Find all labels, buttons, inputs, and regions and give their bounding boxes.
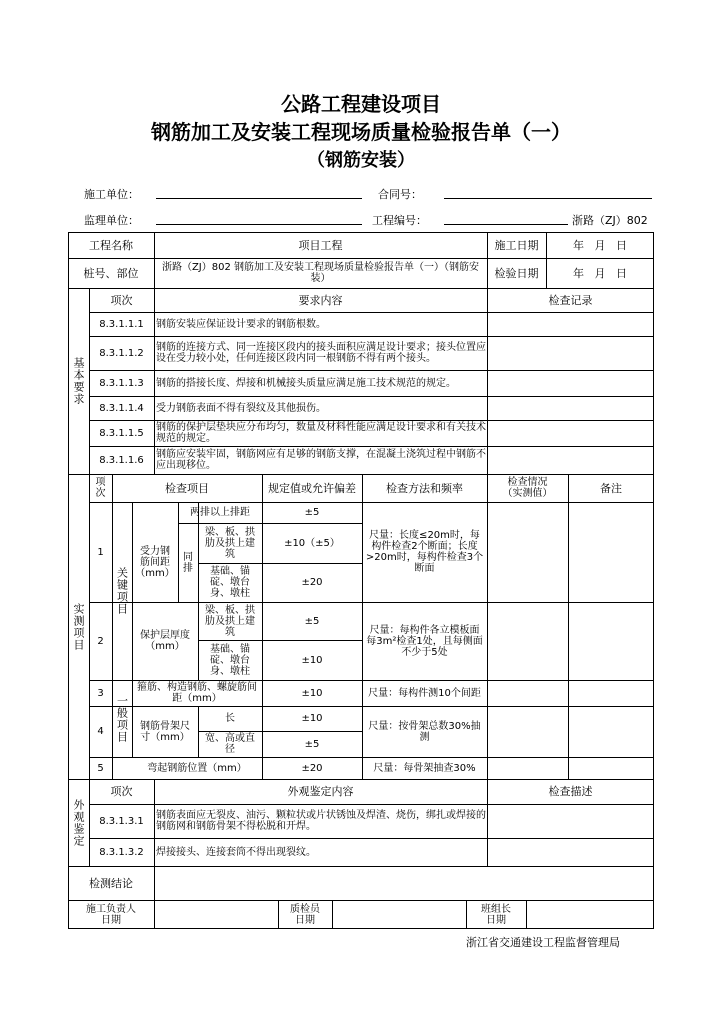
basic-item-code: 8.3.1.1.4 (99, 402, 144, 414)
quality-inspector-title: 质检员 (290, 903, 320, 915)
quality-inspector-date: 日期 (295, 914, 315, 926)
beam-slab-label: 梁、板、拱肋及拱上建筑 (205, 604, 255, 638)
length-label: 长 (225, 713, 235, 724)
key-items-label: 关键项目 (115, 567, 129, 615)
supervisor-field[interactable] (156, 224, 362, 225)
issuing-authority: 浙江省交通建设工程监督管理局 (466, 936, 620, 949)
basic-item-text: 受力钢筋表面不得有裂纹及其他损伤。 (156, 402, 326, 414)
project-no-field[interactable] (444, 224, 568, 225)
team-leader-label (466, 900, 526, 929)
team-leader-date: 日期 (486, 914, 506, 926)
quality-inspector-label (278, 900, 332, 929)
contract-no-label: 合同号： (378, 188, 422, 201)
basic-item-code: 8.3.1.1.2 (99, 347, 144, 359)
basic-item-text: 钢筋的搭接长度、焊接和机械接头质量应满足施工技术规范的规定。 (156, 377, 456, 389)
inspection-date-label: 检验日期 (494, 266, 539, 280)
row-spacing-label: 两排以上排距 (190, 507, 250, 518)
cover-thickness-item: 保护层厚度（mm） (140, 630, 190, 652)
construction-lead-label (68, 900, 154, 929)
tolerance-value: ±10 (301, 654, 323, 666)
basic-item-text: 钢筋应安装牢固，钢筋网应有足够的钢筋支撑，在混凝土浇筑过程中钢筋不应出现移位。 (156, 449, 486, 471)
measured-items-label: 实测项目 (72, 602, 85, 651)
beam-slab-label: 梁、板、拱肋及拱上建筑 (205, 526, 255, 560)
general-items-label: 一般项目 (115, 694, 129, 743)
bent-bar-item: 弯起钢筋位置（mm） (147, 762, 247, 774)
construction-date-value[interactable]: 年 月 日 (573, 238, 627, 252)
conclusion-label: 检测结论 (89, 876, 133, 890)
basic-requirements-label: 基本要求 (72, 357, 85, 405)
basic-item-text: 钢筋的保护层垫块应分布均匀，数量及材料性能应满足设计要求和有关技术规范的规定。 (156, 422, 486, 444)
measured-col-value: 检查情况（实测值） (502, 477, 553, 499)
tolerance-value: ±10（±5） (284, 537, 340, 549)
construction-date-label: 施工日期 (494, 238, 539, 252)
rebar-spacing-item: 受力钢筋间距（mm） (135, 546, 175, 579)
same-row-label: 同排 (183, 551, 193, 574)
supervisor-label: 监理单位： (84, 214, 139, 227)
measured-row-no: 1 (97, 546, 104, 558)
inspection-date-value[interactable]: 年 月 日 (573, 266, 627, 280)
report-title: 公路工程建设项目 (281, 92, 441, 116)
measured-col-no: 项次 (95, 477, 106, 499)
conclusion-field[interactable] (154, 866, 654, 900)
basic-col-content: 要求内容 (298, 293, 343, 307)
check-method: 尺量：每骨架抽查30% (373, 762, 476, 774)
team-leader-title: 班组长 (481, 903, 511, 915)
measured-row-no: 2 (97, 635, 104, 647)
contract-no-field[interactable] (444, 198, 652, 199)
measured-col-tolerance: 规定值或允许偏差 (268, 481, 356, 495)
appearance-item-code: 8.3.1.3.2 (99, 846, 144, 858)
basic-item-code: 8.3.1.1.6 (99, 454, 144, 466)
basic-col-record: 检查记录 (548, 293, 593, 307)
tolerance-value: ±20 (301, 762, 323, 774)
foundation-label: 基础、锚碇、墩台身、墩柱 (210, 643, 250, 677)
tolerance-value: ±5 (304, 738, 320, 750)
project-name-label: 工程名称 (89, 238, 133, 252)
contractor-field[interactable] (156, 198, 362, 199)
foundation-label: 基础、锚碇、墩台身、墩柱 (210, 566, 250, 599)
appearance-col-item: 项次 (110, 785, 133, 798)
basic-item-code: 8.3.1.1.3 (99, 377, 144, 389)
basic-item-code: 8.3.1.1.1 (99, 318, 144, 330)
construction-lead-date: 日期 (101, 914, 121, 926)
tolerance-value: ±10 (301, 713, 323, 724)
appearance-col-content: 外观鉴定内容 (287, 785, 354, 798)
tolerance-value: ±5 (304, 507, 320, 518)
measured-row-no: 5 (97, 762, 104, 774)
measured-col-method: 检查方法和频率 (386, 481, 463, 495)
width-height-label: 宽、高或直径 (205, 733, 255, 755)
measured-col-note: 备注 (600, 481, 622, 495)
tolerance-value: ±10 (301, 687, 323, 699)
check-method: 尺量：按骨架总数30%抽测 (368, 720, 481, 743)
basic-col-item: 项次 (110, 293, 133, 307)
project-no-label: 工程编号： (372, 214, 427, 227)
report-subtitle-2: （钢筋安装） (307, 150, 415, 171)
project-name-value[interactable]: 项目工程 (298, 238, 343, 252)
appearance-label: 外观鉴定 (72, 798, 85, 847)
tolerance-value: ±5 (304, 615, 320, 627)
appearance-item-code: 8.3.1.3.1 (99, 815, 144, 827)
measured-row-no: 3 (97, 687, 104, 699)
appearance-item-text: 钢筋表面应无裂皮、油污、颗粒状或片状锈蚀及焊渣、烧伤，绑扎或焊接的钢筋网和钢筋骨架不得松脱和开焊。 (156, 810, 486, 832)
check-method: 尺量：长度≤20m时，每构件检查2个断面；长度>20m时，每构件检查3个断面 (365, 530, 484, 574)
construction-lead-field[interactable] (154, 900, 278, 929)
measured-row-no: 4 (97, 726, 104, 737)
construction-lead-title: 施工负责人 (86, 903, 136, 915)
basic-item-text: 钢筋安装应保证设计要求的钢筋根数。 (156, 318, 326, 330)
appearance-col-desc: 检查描述 (548, 785, 593, 798)
cage-size-item: 钢筋骨架尺寸（mm） (140, 720, 190, 743)
basic-item-code: 8.3.1.1.5 (99, 427, 144, 439)
contractor-label: 施工单位： (84, 188, 139, 201)
appearance-item-text: 焊接接头、连接套筒不得出现裂纹。 (156, 846, 316, 858)
check-method: 尺量：每构件各立模板面每3m²检查1处，且每侧面不少于5处 (366, 624, 483, 658)
measured-col-item: 检查项目 (165, 481, 209, 495)
stirrup-spacing-item: 箍筋、构造钢筋、螺旋筋间距（mm） (137, 682, 257, 704)
quality-inspector-field[interactable] (332, 900, 466, 929)
form-code: 浙路（ZJ）802 (572, 214, 648, 227)
team-leader-field[interactable] (526, 900, 654, 929)
basic-item-text: 钢筋的连接方式、同一连接区段内的接头面积应满足设计要求；接头位置应设在受力较小处，任何连接区段内同一根钢筋不得有两个接头。 (156, 342, 486, 364)
check-method: 尺量：每构件测10个间距 (368, 687, 481, 699)
section-label: 桩号、部位 (83, 266, 139, 280)
report-subtitle: 钢筋加工及安装工程现场质量检验报告单（一） (151, 120, 571, 144)
tolerance-value: ±20 (301, 577, 323, 588)
section-value[interactable]: 浙路（ZJ）802 钢筋加工及安装工程现场质量检验报告单（一）（钢筋安装） (161, 262, 480, 284)
